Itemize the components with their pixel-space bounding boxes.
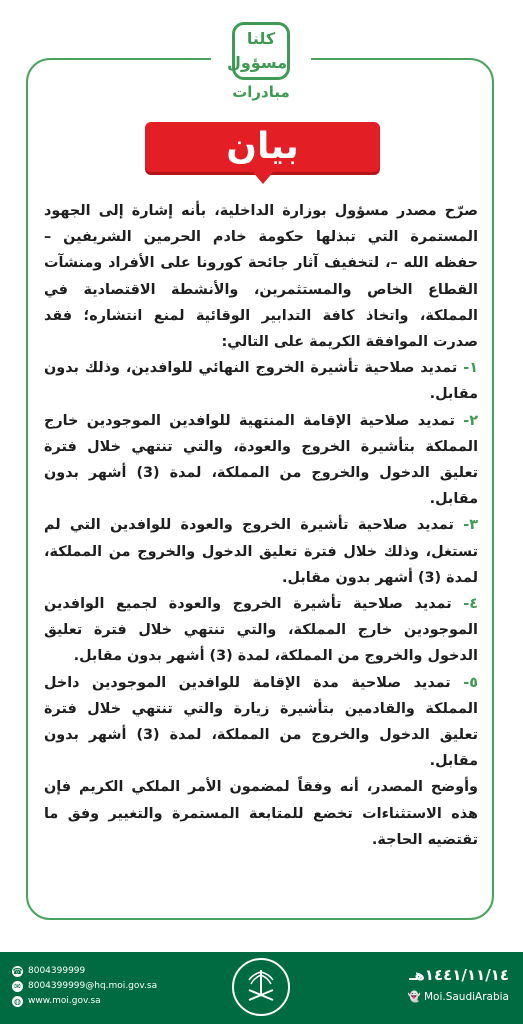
hijri-date: ١٤٤١/١١/١٤هـ: [409, 966, 509, 984]
logo-line2: مسؤول: [226, 53, 287, 72]
item-number: ٢-: [463, 412, 478, 429]
footer-bar: [0, 952, 523, 1024]
list-item: [44, 355, 478, 407]
phone-icon: ☎: [12, 967, 23, 976]
ministry-emblem-icon: [232, 958, 290, 1016]
list-item: [44, 670, 478, 775]
email-row[interactable]: ✉ 8004399999@hq.moi.gov.sa: [12, 979, 157, 994]
banner-pointer: [252, 171, 274, 184]
statement-banner: بيان: [145, 122, 380, 172]
item-number: ١-: [463, 360, 479, 377]
footer-date-block: [408, 966, 509, 1003]
closing-paragraph: وأوضح المصدر، أنه وفقاً لمضمون الأمر الملكي الكريم فإن هذه الاستثناءات تخضع للمتابعة المستمرة والتغيير وفق ما تقتضيه الحاجة.: [44, 779, 478, 848]
globe-icon: ◍: [12, 996, 23, 1007]
item-text: تمديد صلاحية تأشيرة الخروج والعودة للوافدين التي لم تستغل، وذلك خلال فترة تعليق الدخول والخروج من المملكة، لمدة (3) أشهر بدون مقابل.: [44, 517, 478, 586]
social-handle[interactable]: 👻 Moi.SaudiArabia: [407, 991, 509, 1003]
logo-line1: كلنا: [246, 29, 276, 48]
intro-paragraph: صرّح مصدر مسؤول بوزارة الداخلية، بأنه إشارة إلى الجهود المستمرة التي تبذلها حكومة خادم الحرمين الشريفين – حفظه الله –، لتخفيف آثار جائحة كورونا على الأفراد ومنشآت القطاع الخاص والمستثمرين، والأنشطة الاقتصادية في المملكة، واتخاذ كافة التدابير الوقائية لمنع انتشاره؛ فقد صدرت الموافقة الكريمة على التالي:: [44, 203, 478, 351]
initiative-logo: [211, 16, 311, 108]
phone-row[interactable]: ☎ 8004399999: [12, 966, 86, 976]
logo-badge: [226, 22, 290, 80]
list-item: [44, 512, 478, 591]
item-text: تمديد صلاحية تأشيرة الخروج والعودة لجميع الوافدين الموجودين خارج المملكة، والتي تنتهي خلال فترة تعليق الدخول والخروج من المملكة، لمدة (3) أشهر بدون مقابل.: [44, 596, 478, 665]
item-text: تمديد صلاحية الإقامة المنتهية للوافدين الموجودين خارج المملكة بتأشيرة الخروج والعودة، والتي تنتهي خلال فترة تعليق الدخول والخروج من المملكة، لمدة (3) أشهر بدون مقابل.: [44, 412, 479, 508]
item-number: ٥-: [463, 674, 478, 691]
item-text: تمديد صلاحية تأشيرة الخروج النهائي للوافدين، وذلك بدون مقابل.: [44, 360, 478, 403]
snapchat-icon: 👻: [407, 991, 421, 1003]
statement-body: [44, 198, 478, 853]
footer-contacts: [12, 964, 157, 1009]
palm-swords-icon: [234, 960, 288, 1014]
item-number: ٤-: [463, 596, 478, 613]
website-row[interactable]: ◍ www.moi.gov.sa: [14, 996, 101, 1006]
item-text: تمديد صلاحية مدة الإقامة للوافدين الموجودين داخل المملكة والقادمين بتأشيرة زيارة والتي تنتهي خلال فترة تعليق الدخول والخروج من المملكة، لمدة (3) أشهر بدون مقابل.: [44, 674, 479, 770]
list-item: [44, 408, 478, 513]
email-icon: ✉: [12, 981, 23, 992]
item-number: ٣-: [463, 517, 478, 534]
logo-subtitle: مبادرات: [232, 83, 290, 101]
list-item: [44, 591, 478, 670]
